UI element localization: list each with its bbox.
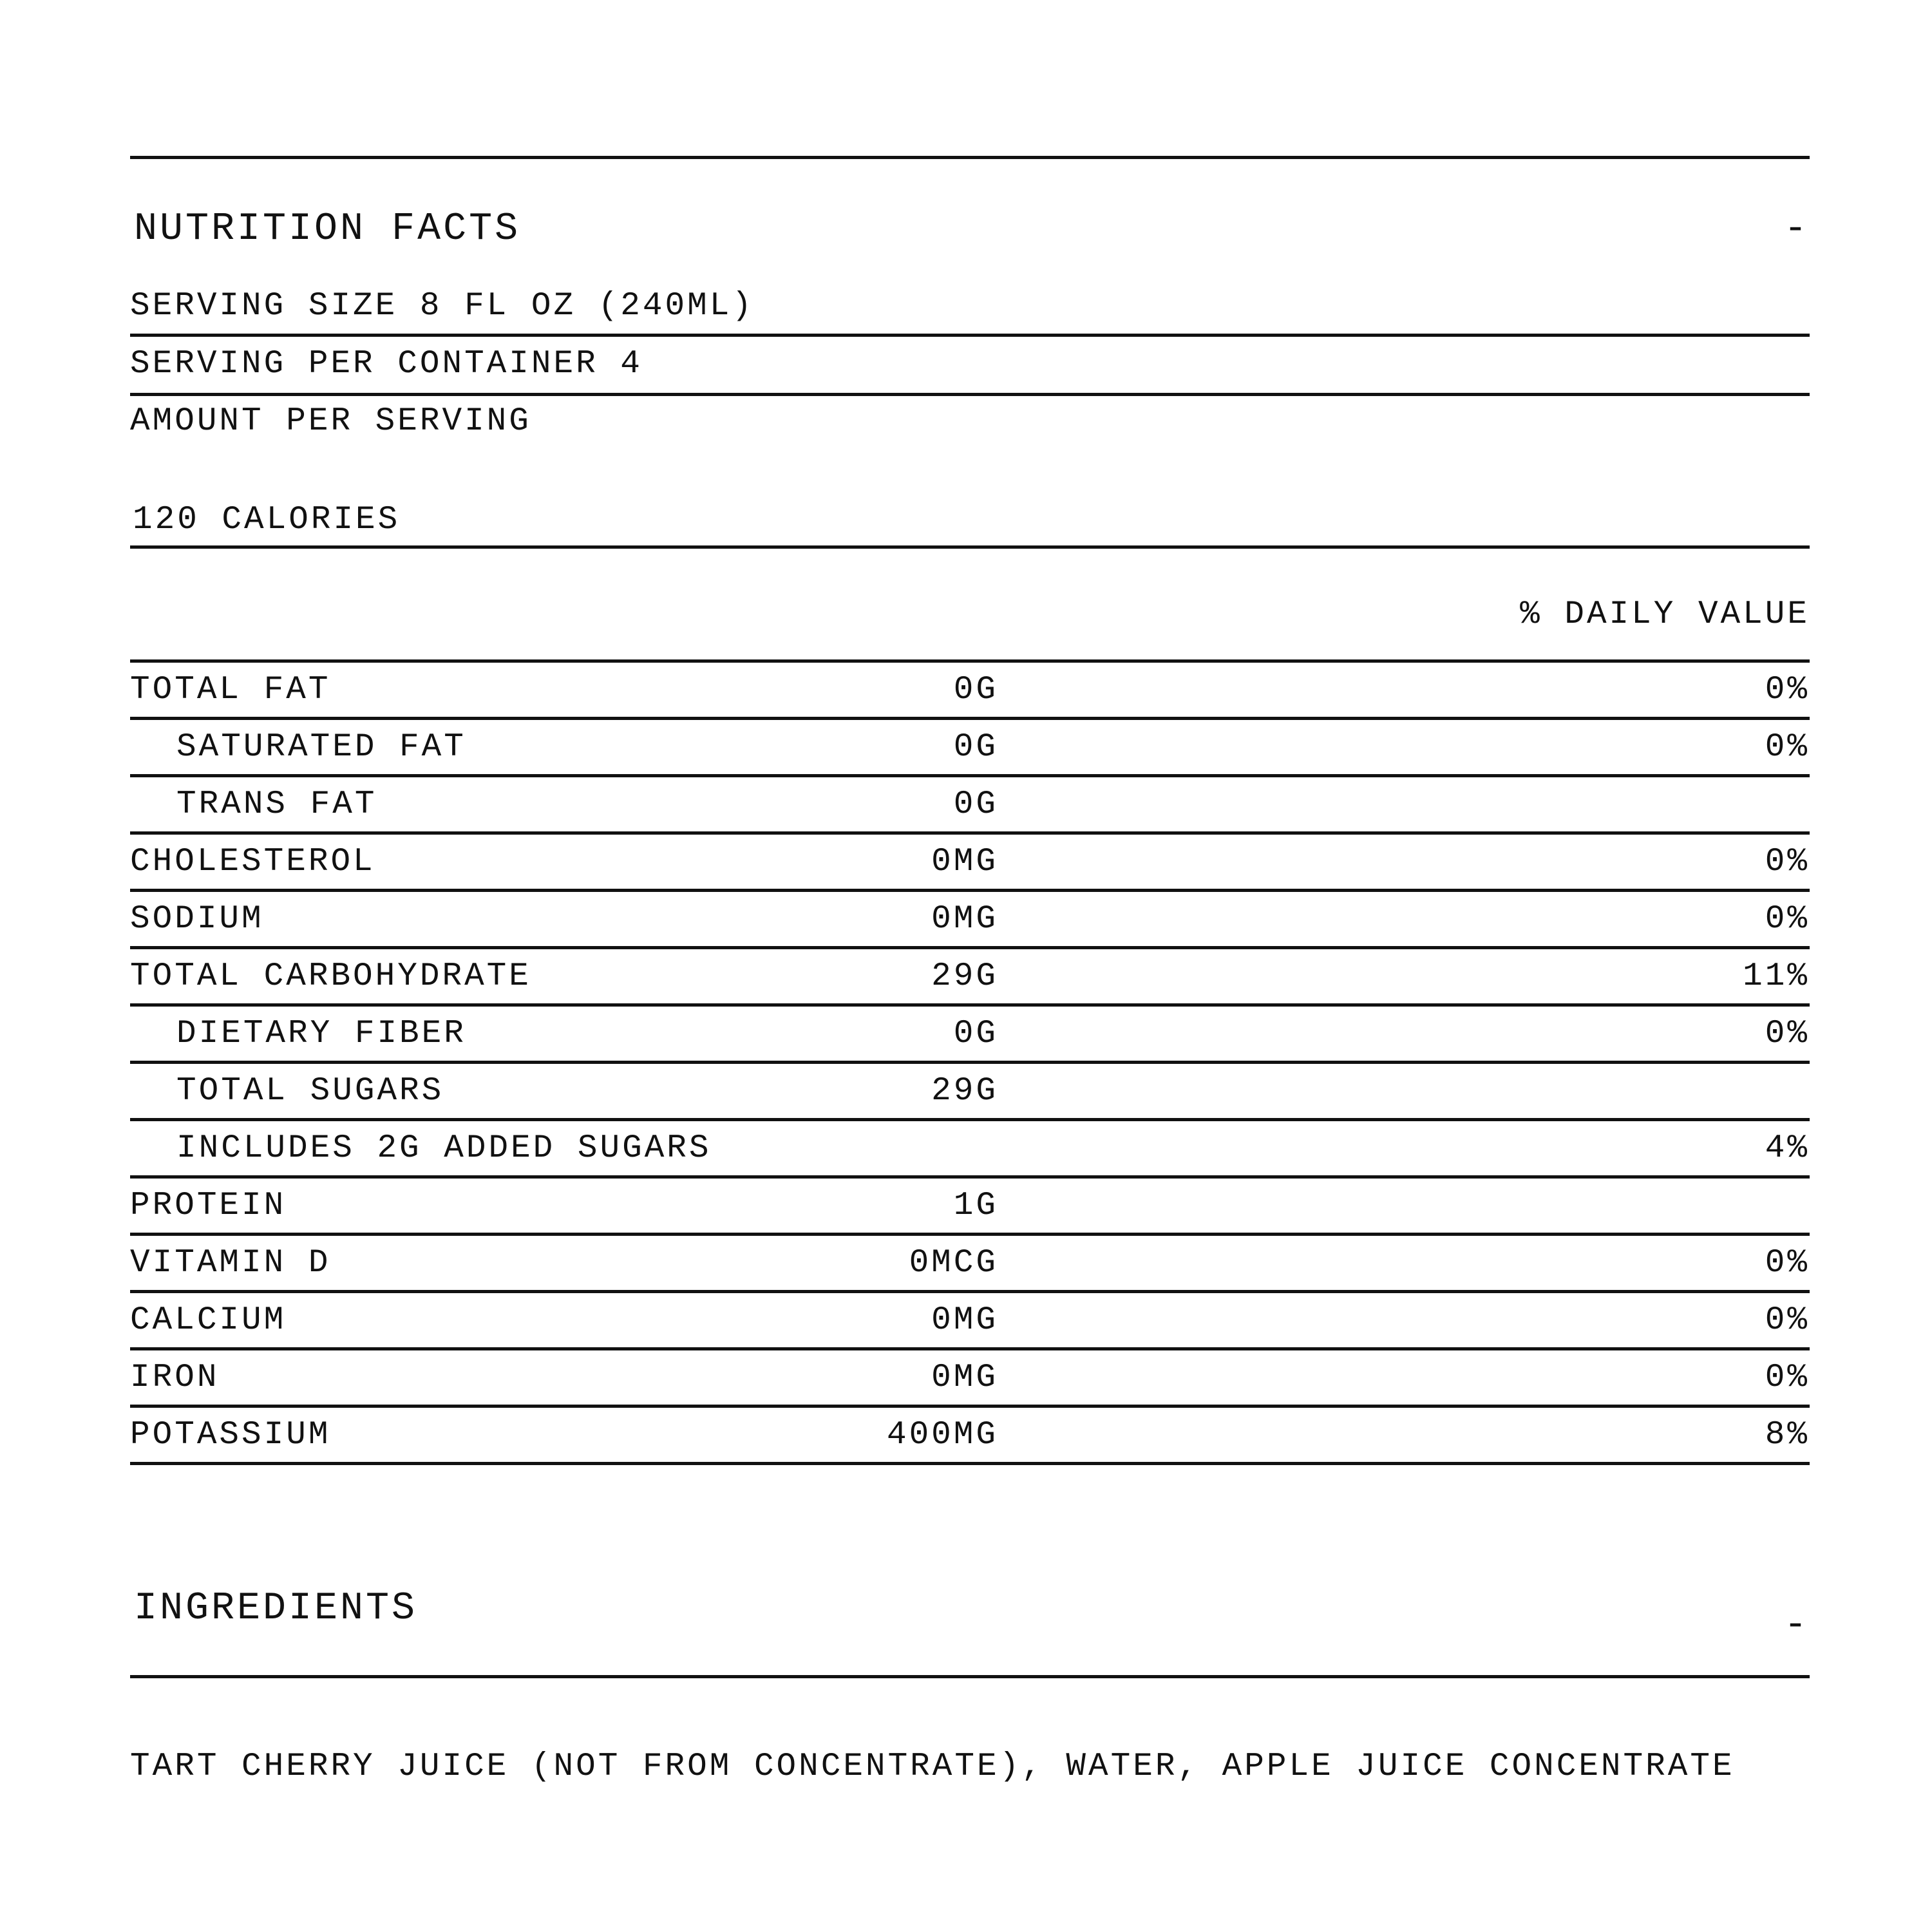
nutrient-name: IRON <box>130 1359 220 1396</box>
nutrient-name: SATURATED FAT <box>176 729 466 766</box>
nutrient-name: TOTAL SUGARS <box>176 1073 444 1110</box>
nutrient-daily-value: 0% <box>1765 672 1810 708</box>
ingredients-divider <box>130 1675 1810 1678</box>
nutrient-name: VITAMIN D <box>130 1245 331 1282</box>
nutrient-row <box>130 1350 1810 1408</box>
nutrient-name: TOTAL CARBOHYDRATE <box>130 958 531 995</box>
nutrient-daily-value: 0% <box>1765 1245 1810 1282</box>
nutrient-amount: 29G <box>931 1073 998 1110</box>
nutrient-daily-value: 8% <box>1765 1417 1810 1454</box>
nutrient-amount: 0G <box>953 1016 998 1052</box>
nutrient-amount: 400MG <box>886 1417 998 1454</box>
ingredients-text: TART CHERRY JUICE (NOT FROM CONCENTRATE), WATER, APPLE JUICE CONCENTRATE <box>130 1748 1735 1785</box>
nutrient-amount: 29G <box>931 958 998 995</box>
nutrient-row <box>130 1007 1810 1064</box>
divider <box>130 545 1810 549</box>
nutrient-amount: 0G <box>953 786 998 823</box>
nutrient-name: PROTEIN <box>130 1188 287 1224</box>
nutrient-row <box>130 1236 1810 1293</box>
daily-value-header: % DAILY VALUE <box>1520 596 1810 633</box>
nutrient-name: POTASSIUM <box>130 1417 331 1454</box>
nutrient-name: INCLUDES 2G ADDED SUGARS <box>176 1130 712 1167</box>
nutrient-amount: 0G <box>953 672 998 708</box>
nutrient-name: CALCIUM <box>130 1302 287 1339</box>
nutrient-row <box>130 777 1810 835</box>
nutrient-daily-value: 0% <box>1765 1359 1810 1396</box>
nutrient-row <box>130 663 1810 720</box>
nutrient-row <box>130 720 1810 777</box>
nutrient-table <box>130 663 1810 1465</box>
nutrient-row <box>130 1408 1810 1465</box>
nutrient-daily-value: 0% <box>1765 729 1810 766</box>
ingredients-collapse-toggle[interactable]: - <box>1783 1604 1810 1647</box>
nutrient-name: SODIUM <box>130 901 264 938</box>
nutrient-daily-value: 11% <box>1743 958 1810 995</box>
nutrient-row <box>130 1064 1810 1121</box>
nutrient-daily-value: 4% <box>1765 1130 1810 1167</box>
nutrient-name: CHOLESTEROL <box>130 844 375 880</box>
serving-size: SERVING SIZE 8 FL OZ (240ML) <box>130 288 754 325</box>
nutrient-name: TRANS FAT <box>176 786 377 823</box>
amount-per-serving: AMOUNT PER SERVING <box>130 403 531 440</box>
divider <box>130 393 1810 396</box>
nutrient-row <box>130 835 1810 892</box>
nutrient-daily-value: 0% <box>1765 901 1810 938</box>
nutrient-name: DIETARY FIBER <box>176 1016 466 1052</box>
nutrient-row <box>130 949 1810 1007</box>
top-divider <box>130 156 1810 159</box>
nutrient-amount: 0MG <box>931 1302 998 1339</box>
nutrient-amount: 0MCG <box>909 1245 998 1282</box>
nutrient-name: TOTAL FAT <box>130 672 331 708</box>
calories: 120 CALORIES <box>133 502 401 538</box>
nutrient-amount: 0MG <box>931 844 998 880</box>
nutrient-daily-value: 0% <box>1765 1302 1810 1339</box>
ingredients-heading[interactable]: INGREDIENTS <box>134 1587 418 1631</box>
nutrient-amount: 0MG <box>931 1359 998 1396</box>
servings-per-container: SERVING PER CONTAINER 4 <box>130 346 643 383</box>
divider <box>130 334 1810 337</box>
nutrient-daily-value: 0% <box>1765 844 1810 880</box>
nutrition-collapse-toggle[interactable]: - <box>1783 207 1810 251</box>
nutrient-amount: 0MG <box>931 901 998 938</box>
nutrient-row <box>130 1121 1810 1179</box>
nutrient-amount: 0G <box>953 729 998 766</box>
nutrient-row <box>130 1179 1810 1236</box>
nutrient-daily-value: 0% <box>1765 1016 1810 1052</box>
nutrient-amount: 1G <box>953 1188 998 1224</box>
nutrition-facts-heading[interactable]: NUTRITION FACTS <box>134 207 521 251</box>
nutrient-row <box>130 1293 1810 1350</box>
nutrient-row <box>130 892 1810 949</box>
